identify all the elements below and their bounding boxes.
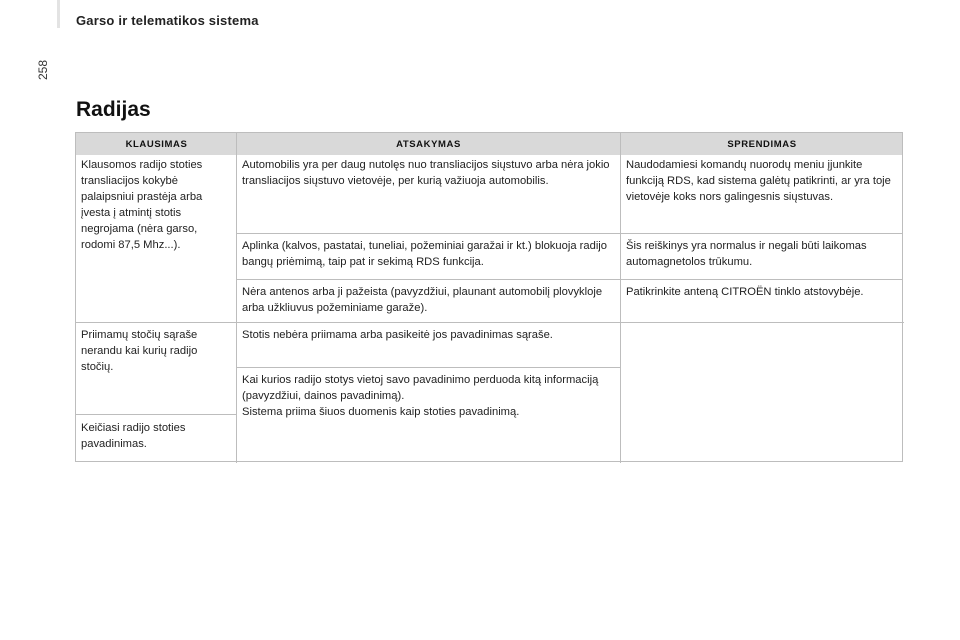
table-header-row bbox=[76, 133, 902, 155]
column-divider bbox=[236, 133, 237, 463]
answer-line: Kai kurios radijo stotys vietoj savo pavadinimo perduoda kitą informaciją (pavyzdžiui, dainos pavadinimą). bbox=[242, 374, 599, 402]
row-divider bbox=[237, 367, 620, 368]
running-head: Garso ir telematikos sistema bbox=[76, 13, 259, 28]
row-divider bbox=[237, 233, 903, 234]
table-cell-answer: Stotis nebėra priimama arba pasikeitė jos pavadinimas sąraše. bbox=[242, 329, 553, 341]
table-cell-answer: Aplinka (kalvos, pastatai, tuneliai, požeminiai garažai ir kt.) blokuoja radijo bangų priėmimą, taip pat ir sekimą RDS funkcija. bbox=[242, 240, 608, 268]
side-rule bbox=[57, 0, 60, 28]
table-cell-answer: Automobilis yra per daug nutolęs nuo transliacijos siųstuvo arba nėra jokio transliacijos siųstuvo vietovėje, per kurią važiuoja automobilis. bbox=[242, 159, 610, 187]
table-cell-solution: Šis reiškinys yra normalus ir negali būti laikomas automagnetolos trūkumu. bbox=[626, 240, 867, 268]
column-divider bbox=[620, 133, 621, 463]
section-title: Radijas bbox=[76, 98, 151, 121]
table-cell-solution: Naudodamiesi komandų nuorodų meniu įjunkite funkciją RDS, kad sistema galėtų patikrinti, ar yra toje vietovėje koks nors galingesnis siųstuvas. bbox=[626, 159, 891, 203]
table-cell-question: Klausomos radijo stoties transliacijos kokybė palaipsniui prastėja arba įvesta į atmintį stotis negrojama (nėra garso, rodomi 87,5 Mhz...). bbox=[81, 159, 203, 251]
row-divider bbox=[76, 322, 904, 323]
header-question: KLAUSIMAS bbox=[125, 139, 188, 150]
table-cell-question: Priimamų stočių sąraše nerandu kai kurių radijo stočių. bbox=[81, 329, 198, 373]
row-divider bbox=[76, 414, 236, 415]
troubleshooting-table bbox=[75, 132, 903, 462]
table-cell-answer: Nėra antenos arba ji pažeista (pavyzdžiui, plaunant automobilį plovykloje arba užkliuvus požeminiame garaže). bbox=[242, 286, 603, 314]
answer-line: Sistema priima šiuos duomenis kaip stoties pavadinimą. bbox=[242, 406, 520, 418]
header-solution: SPRENDIMAS bbox=[727, 139, 797, 150]
table-cell-question: Keičiasi radijo stoties pavadinimas. bbox=[81, 422, 186, 450]
page-number: 258 bbox=[36, 59, 50, 80]
table-cell-solution: Patikrinkite anteną CITROËN tinklo atstovybėje. bbox=[626, 286, 864, 298]
row-divider bbox=[237, 279, 903, 280]
header-answer: ATSAKYMAS bbox=[396, 139, 461, 150]
table-cell-answer bbox=[242, 372, 614, 420]
